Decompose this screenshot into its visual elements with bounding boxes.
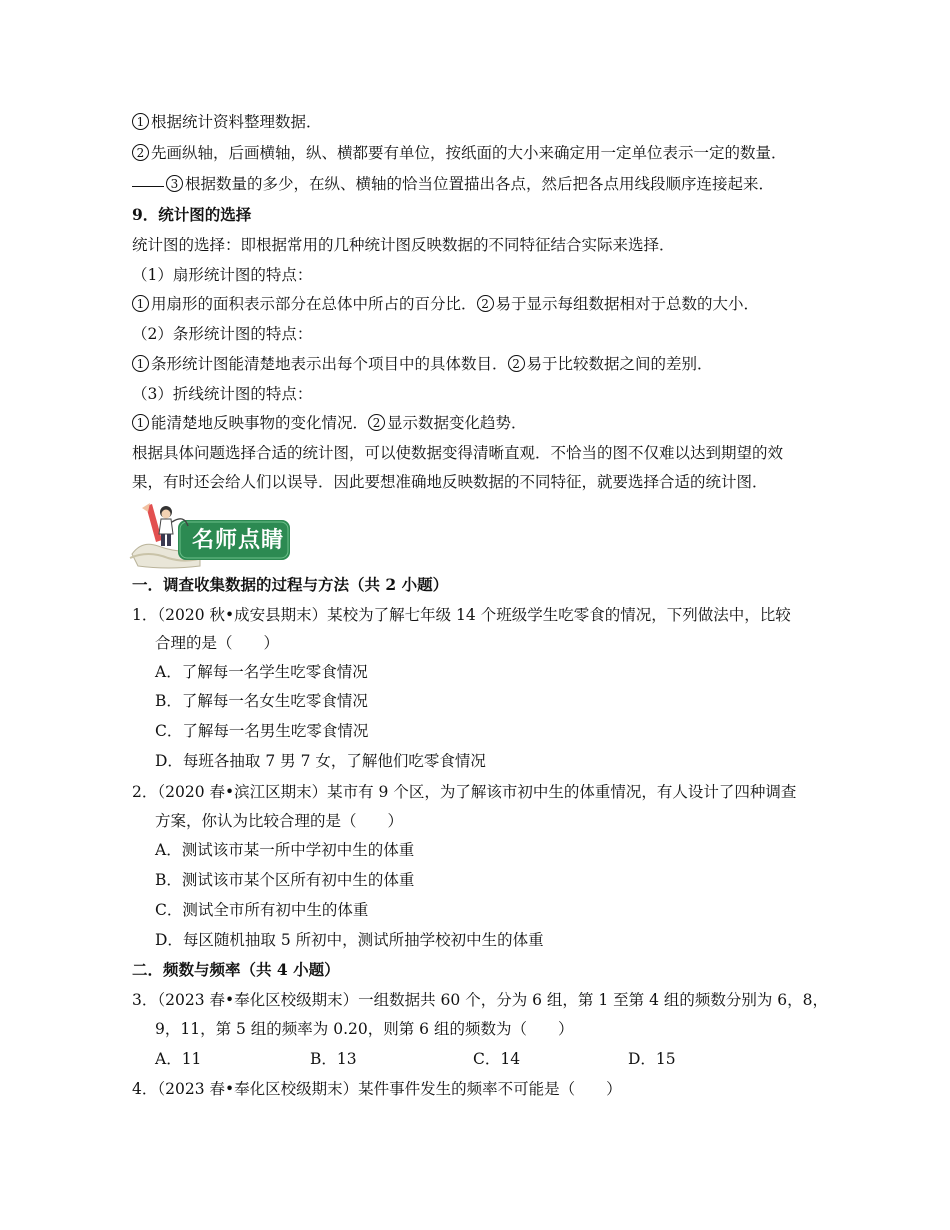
- question-3-stem-cont: 9，11，第 5 组的频率为 0.20，则第 6 组的频数为（ ）: [155, 1020, 574, 1038]
- bar-chart-features: [132, 353, 713, 375]
- feature-text: 用扇形的面积表示部分在总体中所占的百分比．: [151, 295, 477, 313]
- feature-text: 易于显示每组数据相对于总数的大小．: [495, 295, 760, 313]
- feature-text: 条形统计图能清楚地表示出每个项目中的具体数目．: [151, 355, 508, 373]
- underline-blank: [132, 186, 164, 187]
- question-2-option-a: A．测试该市某一所中学初中生的体重: [155, 841, 415, 859]
- question-3-option-c: C．14: [473, 1050, 521, 1068]
- pie-chart-title: （1）扇形统计图的特点：: [132, 266, 313, 284]
- circled-number: 3: [166, 175, 183, 192]
- feature-text: 显示数据变化趋势．: [387, 414, 527, 432]
- part-heading: 一．调查收集数据的过程与方法（共 2 小题）: [132, 575, 449, 594]
- question-3-option-b: B．13: [310, 1050, 357, 1068]
- circled-number: 1: [132, 414, 149, 431]
- question-1-stem-cont: 合理的是（ ）: [155, 634, 280, 652]
- question-2-option-d: D．每区随机抽取 5 所初中，测试所抽学校初中生的体重: [155, 931, 544, 949]
- question-2-stem-cont: 方案，你认为比较合理的是（ ）: [155, 812, 404, 830]
- line-chart-features: [132, 412, 527, 434]
- feature-text: 能清楚地反映事物的变化情况．: [151, 414, 369, 432]
- question-2-option-b: B．测试该市某个区所有初中生的体重: [155, 871, 415, 889]
- question-1-option-c: C．了解每一名男生吃零食情况: [155, 722, 369, 740]
- summary-line-2: 果，有时还会给人们以误导．因此要想准确地反映数据的不同特征，就要选择合适的统计图．: [132, 473, 768, 491]
- summary-line-1: 根据具体问题选择合适的统计图，可以使数据变得清晰直观．不恰当的图不仅难以达到期望的效: [132, 444, 784, 462]
- question-1-option-d: D．每班各抽取 7 男 7 女，了解他们吃零食情况: [155, 752, 486, 770]
- circled-number: 2: [132, 144, 149, 161]
- step-text: 根据数量的多少，在纵、横轴的恰当位置描出各点，然后把各点用线段顺序连接起来．: [185, 175, 775, 193]
- step-3: [132, 173, 774, 195]
- question-2-option-c: C．测试全市所有初中生的体重: [155, 901, 369, 919]
- question-3-option-d: D．15: [628, 1050, 676, 1068]
- circled-number: 1: [132, 113, 149, 130]
- question-2-stem: 2．（2020 春•滨江区期末）某市有 9 个区，为了解该市初中生的体重情况，有人设计了四种调查: [132, 783, 797, 801]
- circled-number: 2: [368, 414, 385, 431]
- section-intro: 统计图的选择：即根据常用的几种统计图反映数据的不同特征结合实际来选择．: [132, 236, 675, 254]
- circled-number: 1: [132, 355, 149, 372]
- circled-number: 2: [477, 295, 494, 312]
- question-1-option-a: A．了解每一名学生吃零食情况: [155, 663, 368, 681]
- feature-text: 易于比较数据之间的差别．: [526, 355, 713, 373]
- circled-number: 2: [508, 355, 525, 372]
- question-4-stem: 4．（2023 春•奉化区校级期末）某件事件发生的频率不可能是（ ）: [132, 1080, 622, 1098]
- question-3-option-a: A．11: [155, 1050, 202, 1068]
- question-3-stem: 3．（2023 春•奉化区校级期末）一组数据共 60 个，分为 6 组，第 1 至第 4 组的频数分别为 6，8，: [132, 991, 829, 1009]
- badge-title: 名师点睛: [192, 528, 285, 553]
- step-2: [132, 142, 787, 164]
- section-heading: 9．统计图的选择: [132, 205, 252, 224]
- step-text: 先画纵轴，后画横轴，纵、横都要有单位，按纸面的大小来确定用一定单位表示一定的数量．: [151, 144, 787, 162]
- circled-number: 1: [132, 295, 149, 312]
- step-text: 根据统计资料整理数据．: [151, 113, 322, 131]
- question-1-stem: 1．（2020 秋•成安县期末）某校为了解七年级 14 个班级学生吃零食的情况，下列做法中，比较: [132, 606, 791, 624]
- question-1-option-b: B．了解每一名女生吃零食情况: [155, 692, 368, 710]
- bar-chart-title: （2）条形统计图的特点：: [132, 325, 313, 343]
- step-1: [132, 111, 322, 133]
- pie-chart-features: [132, 293, 759, 315]
- line-chart-title: （3）折线统计图的特点：: [132, 385, 313, 403]
- part-heading: 二．频数与频率（共 4 小题）: [132, 960, 340, 979]
